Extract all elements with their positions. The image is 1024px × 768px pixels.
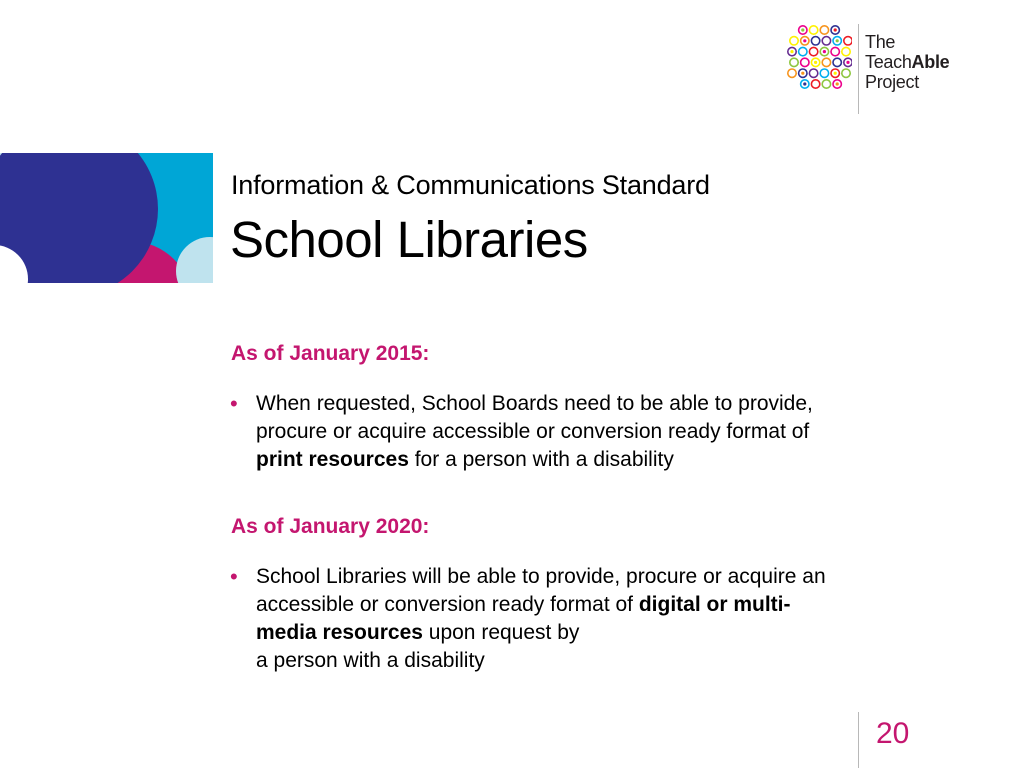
logo-ring	[811, 37, 819, 45]
logo-divider	[858, 24, 859, 114]
logo-dot	[834, 72, 837, 75]
logo-dot	[834, 28, 837, 31]
logo-ring	[822, 37, 830, 45]
page-number: 20	[876, 717, 910, 750]
logo-ring	[788, 69, 796, 77]
logo-line-3: Project	[865, 72, 919, 92]
bullet-text-2015	[256, 390, 813, 474]
bullet-line: a person with a disability	[256, 649, 485, 672]
bullet-text-2020	[256, 563, 826, 675]
logo-dot	[790, 50, 793, 53]
bullet-dot: •	[230, 564, 238, 589]
logo-ring	[809, 26, 817, 34]
logo-ring	[790, 58, 798, 66]
slide-subtitle: Information & Communications Standard	[231, 170, 710, 200]
logo-wordmark	[865, 32, 949, 92]
teachable-project-logo	[786, 24, 976, 96]
section-heading-2015: As of January 2015:	[231, 342, 430, 365]
logo-dot	[803, 82, 806, 85]
logo-ring	[801, 58, 809, 66]
logo-dots-icon	[786, 24, 852, 90]
bullet-line: accessible or conversion ready format of digital or multi-	[256, 593, 791, 616]
logo-dot	[801, 28, 804, 31]
logo-ring	[842, 69, 850, 77]
bullet-dot: •	[230, 391, 238, 416]
bullet-line: School Libraries will be able to provide, procure or acquire an	[256, 565, 826, 588]
logo-ring	[820, 26, 828, 34]
logo-ring	[820, 69, 828, 77]
logo-dot	[814, 61, 817, 64]
section-heading-2020: As of January 2020:	[231, 515, 430, 538]
logo-ring	[809, 47, 817, 55]
logo-ring	[844, 37, 852, 45]
bullet-line: media resources upon request by	[256, 621, 580, 644]
bullet-line: When requested, School Boards need to be able to provide,	[256, 392, 813, 415]
logo-ring	[831, 47, 839, 55]
logo-dot	[836, 39, 839, 42]
logo-ring	[822, 58, 830, 66]
logo-line-2: TeachAble	[865, 52, 950, 72]
logo-dot	[823, 50, 826, 53]
bullet-line: procure or acquire accessible or conversion ready format of	[256, 420, 810, 443]
page-number-divider	[858, 712, 859, 768]
logo-ring	[790, 37, 798, 45]
logo-ring	[842, 47, 850, 55]
logo-dot	[846, 61, 849, 64]
slide-title: School Libraries	[230, 211, 588, 268]
logo-dot	[836, 82, 839, 85]
logo-ring	[799, 47, 807, 55]
bullet-line: print resources for a person with a disability	[256, 448, 674, 471]
logo-ring	[833, 58, 841, 66]
decorative-circles-art	[0, 153, 213, 283]
logo-ring	[811, 80, 819, 88]
logo-ring	[809, 69, 817, 77]
logo-dot	[801, 72, 804, 75]
logo-line-1: The	[865, 32, 896, 52]
logo-ring	[822, 80, 830, 88]
logo-dot	[803, 39, 806, 42]
